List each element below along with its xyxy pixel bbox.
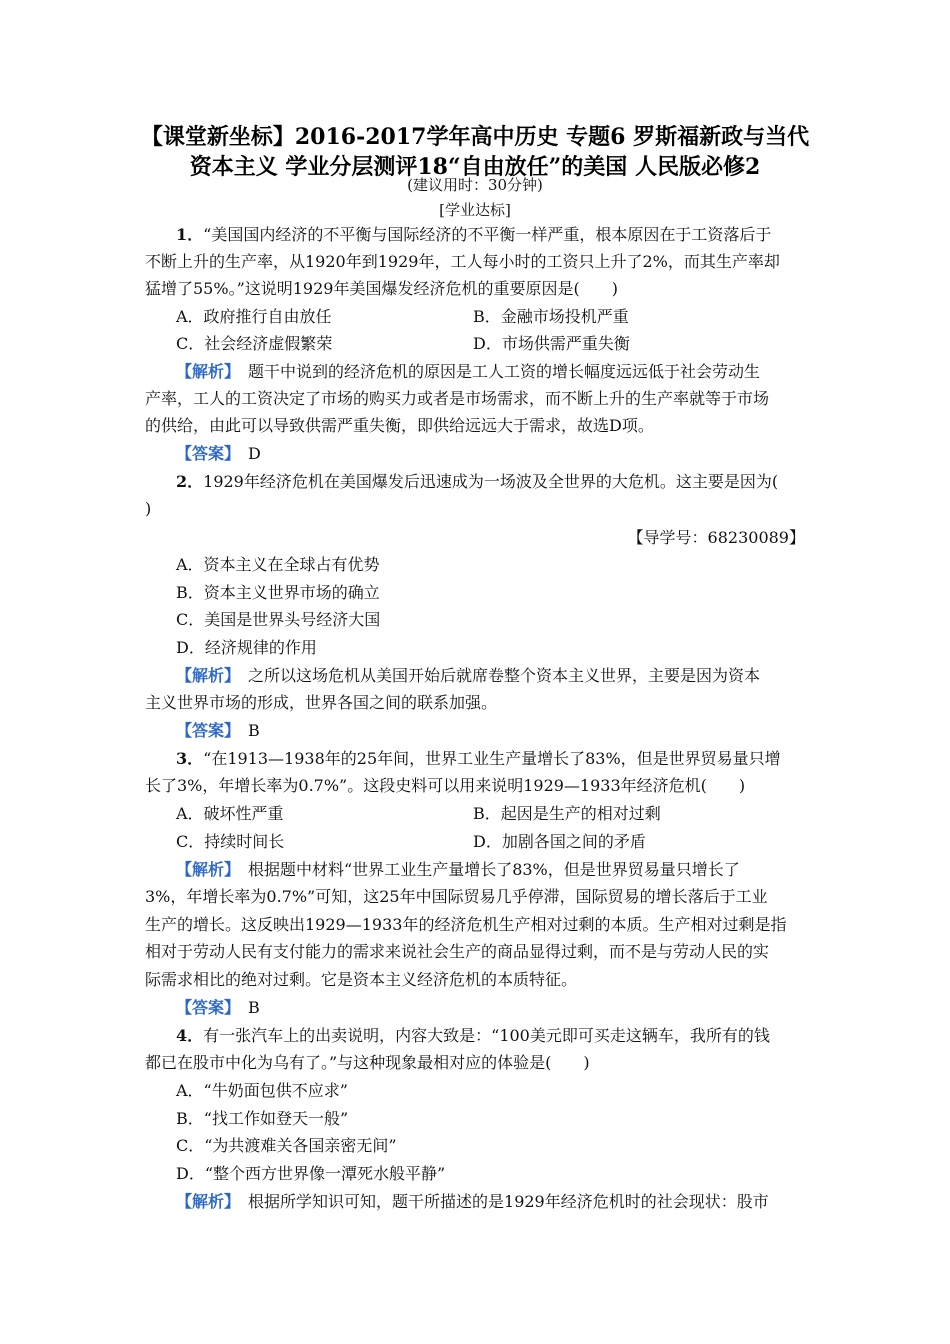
- q1-line-3: 猛增了55%。”这说明1929年美国爆发经济危机的重要原因是( ): [145, 279, 618, 298]
- q1-analysis-line-3: 的供给，由此可以导致供需严重失衡，即供给远远大于需求，故选D项。: [145, 416, 654, 435]
- q3-analysis-line-4: 相对于劳动人民有支付能力的需求来说社会生产的商品显得过剩，而不是与劳动人民的实: [145, 942, 770, 961]
- q3-analysis-line-5: 际需求相比的绝对过剩。它是资本主义经济危机的本质特征。: [145, 970, 578, 989]
- q1-line-2: 不断上升的生产率，从1920年到1929年，工人每小时的工资只上升了2%，而其生产率却: [145, 252, 780, 271]
- q3-answer: 【答案】 B: [176, 998, 260, 1017]
- q3-option-d: D．加剧各国之间的矛盾: [473, 832, 646, 851]
- q3-line-1: 3．“在1913—1938年的25年间，世界工业生产量增长了83%，但是世界贸易量只增: [176, 749, 781, 768]
- q3-analysis-line-1: 【解析】 根据题中材料“世界工业生产量增长了83%，但是世界贸易量只增长了: [176, 860, 740, 879]
- q4-line-2: 都已在股市中化为乌有了。”与这种现象最相对应的体验是( ): [145, 1053, 590, 1072]
- analysis-label: 【解析】: [176, 362, 233, 381]
- q1-number: 1．: [176, 225, 204, 244]
- q1-analysis-line-2: 产率，工人的工资决定了市场的购买力或者是市场需求，而不断上升的生产率就等于市场: [145, 389, 770, 408]
- q4-option-d: D．“整个西方世界像一潭死水般平静”: [176, 1164, 446, 1183]
- q2-answer: 【答案】 B: [176, 721, 260, 740]
- q3-option-a: A．破坏性严重: [176, 804, 284, 823]
- q1-option-c: C．社会经济虚假繁荣: [176, 334, 333, 353]
- doc-title-line-1: 【课堂新坐标】2016-2017学年高中历史 专题6 罗斯福新政与当代: [140, 124, 810, 150]
- q2-option-d: D．经济规律的作用: [176, 638, 317, 657]
- q3-option-c: C．持续时间长: [176, 832, 285, 851]
- section-heading: [学业达标]: [439, 201, 511, 219]
- q3-analysis-line-3: 生产的增长。这反映出1929—1933年的经济危机生产相对过剩的本质。生产相对过剩是指: [145, 915, 787, 934]
- q3-option-b: B．起因是生产的相对过剩: [473, 804, 661, 823]
- q4-option-b: B．“找工作如登天一般”: [176, 1109, 349, 1128]
- q4-option-c: C．“为共渡难关各国亲密无间”: [176, 1136, 397, 1155]
- q1-option-b: B．金融市场投机严重: [473, 307, 629, 326]
- q1-option-d: D．市场供需严重失衡: [473, 334, 630, 353]
- q2-line-2: ): [145, 499, 152, 518]
- q4-line-1: 4．有一张汽车上的出卖说明，内容大致是：“100美元即可买走这辆车，我所有的钱: [176, 1026, 770, 1045]
- q3-analysis-line-2: 3%，年增长率为0.7%”可知，这25年中国际贸易几乎停滞，国际贸易的增长落后于工业: [145, 887, 768, 906]
- q2-analysis-line-1: 【解析】 之所以这场危机从美国开始后就席卷整个资本主义世界，主要是因为资本: [176, 666, 761, 685]
- analysis-label: 【解析】: [176, 860, 233, 879]
- q1-analysis-line-1: 【解析】 题干中说到的经济危机的原因是工人工资的增长幅度远远低于社会劳动生: [176, 362, 761, 381]
- q2-option-c: C．美国是世界头号经济大国: [176, 610, 381, 629]
- q2-option-a: A．资本主义在全球占有优势: [176, 555, 380, 574]
- analysis-label: 【解析】: [176, 666, 233, 685]
- answer-label: 【答案】: [176, 721, 233, 740]
- q1-answer: 【答案】 D: [176, 444, 261, 463]
- doc-title-line-2: 资本主义 学业分层测评18“自由放任”的美国 人民版必修2: [189, 154, 761, 180]
- q2-option-b: B．资本主义世界市场的确立: [176, 583, 380, 602]
- q3-number: 3．: [176, 749, 204, 768]
- q2-analysis-line-2: 主义世界市场的形成，世界各国之间的联系加强。: [145, 693, 498, 712]
- suggested-time: (建议用时：30分钟): [407, 176, 543, 194]
- q2-line-1: 2．1929年经济危机在美国爆发后迅速成为一场波及全世界的大危机。这主要是因为(: [176, 472, 779, 491]
- q1-line-1: 1．“美国国内经济的不平衡与国际经济的不平衡一样严重，根本原因在于工资落后于: [176, 225, 772, 244]
- q4-analysis-line-1: 【解析】 根据所学知识可知，题干所描述的是1929年经济危机时的社会现状：股市: [176, 1192, 769, 1211]
- answer-label: 【答案】: [176, 998, 233, 1017]
- q4-number: 4．: [176, 1026, 204, 1045]
- q3-line-2: 长了3%，年增长率为0.7%”。这段史料可以用来说明1929—1933年经济危机( ): [145, 776, 746, 795]
- q1-option-a: A．政府推行自由放任: [176, 307, 332, 326]
- analysis-label: 【解析】: [176, 1192, 233, 1211]
- q4-option-a: A．“牛奶面包供不应求”: [176, 1081, 348, 1100]
- guide-number: 【导学号：68230089】: [627, 528, 805, 547]
- q2-number: 2．: [176, 472, 204, 491]
- answer-label: 【答案】: [176, 444, 233, 463]
